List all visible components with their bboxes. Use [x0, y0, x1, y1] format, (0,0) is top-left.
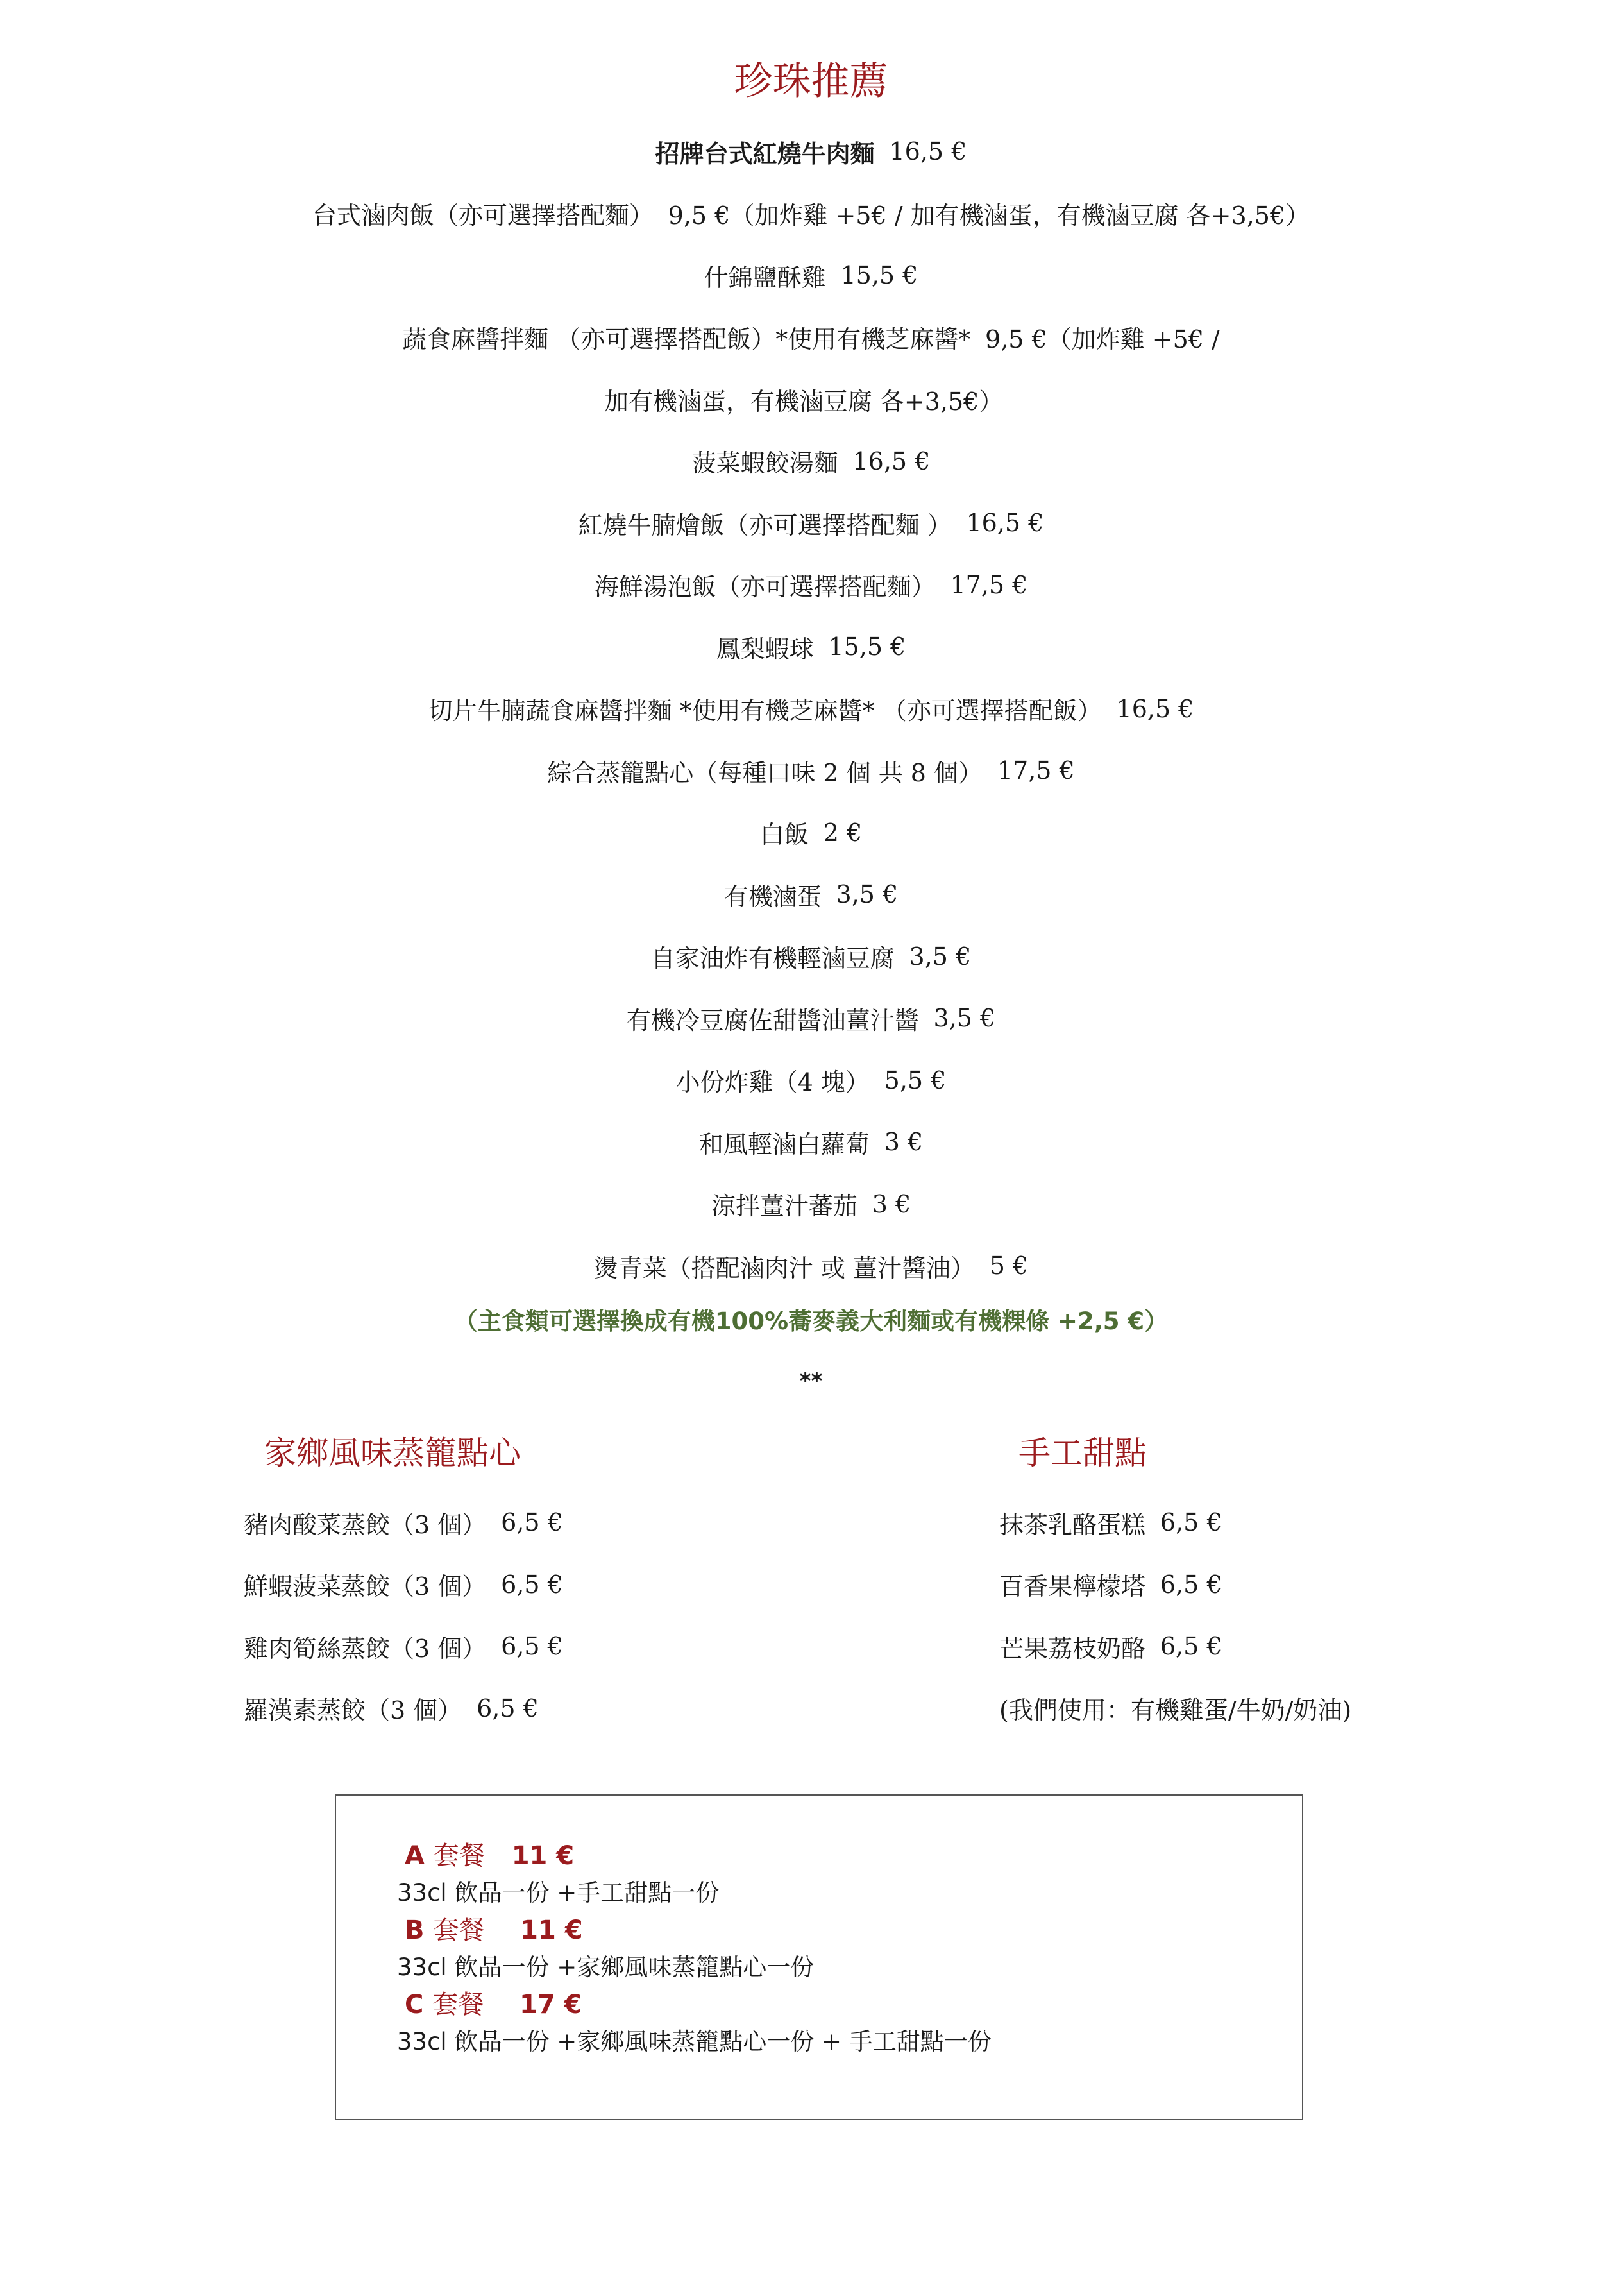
desserts-title: 手工甜點 — [1018, 1434, 1147, 1472]
menu-item-price: 5 € — [989, 1252, 1029, 1280]
dim-sum-item-name: 羅漢素蒸餃（3 個） — [244, 1696, 462, 1725]
menu-item-name: 鳳梨蝦球 — [716, 634, 814, 663]
menu-item-name: 加有機滷蛋，有機滷豆腐 各+3,5€） — [604, 387, 1004, 416]
menu-item — [0, 1235, 1622, 1297]
menu-item-price: 16,5 € — [1116, 694, 1194, 723]
menu-item — [0, 1173, 1622, 1236]
menu-item-price: 16,5 € — [966, 509, 1044, 538]
menu-item-price: 15,5 € — [840, 261, 918, 290]
menu-item-name: 和風輕滷白蘿蔔 — [698, 1130, 870, 1159]
dim-sum-item-price: 6,5 € — [477, 1694, 539, 1722]
menu-item-name: 海鮮湯泡飯（亦可選擇搭配麵） — [594, 573, 936, 602]
menu-item-price: 17,5 € — [997, 756, 1075, 785]
main-menu-list — [0, 121, 1622, 1297]
menu-item — [0, 926, 1622, 988]
menu-item-name: 有機滷蛋 — [723, 882, 822, 911]
menu-item — [0, 740, 1622, 802]
menu-item — [0, 616, 1622, 678]
menu-item — [0, 1050, 1622, 1112]
dessert-item-name: 百香果檸檬塔 — [999, 1572, 1146, 1601]
menu-item — [0, 554, 1622, 617]
menu-item-name: 台式滷肉飯（亦可選擇搭配麵） — [312, 201, 654, 230]
dessert-item-name: 芒果荔枝奶酪 — [999, 1634, 1146, 1663]
set-menu-box — [335, 1794, 1303, 2120]
set-price: 17 € — [520, 1990, 582, 2020]
set-letter: B — [405, 1916, 425, 1945]
menu-item-name: 切片牛腩蔬食麻醬拌麵 *使用有機芝麻醬* （亦可選擇搭配飯） — [428, 697, 1102, 726]
menu-item-name: 什錦鹽酥雞 — [704, 263, 826, 292]
menu-item-price: 9,5 €（加炸雞 +5€ / — [985, 325, 1220, 354]
menu-item-name: 涼拌薑汁蕃茄 — [711, 1192, 857, 1221]
menu-item-price: 17,5 € — [950, 570, 1028, 599]
menu-item — [0, 492, 1622, 554]
menu-item — [0, 121, 1622, 183]
dim-sum-list — [244, 1492, 563, 1739]
menu-item-price: 5,5 € — [884, 1066, 947, 1094]
menu-item-price: 3,5 € — [836, 880, 899, 909]
menu-item-name: 白飯 — [759, 821, 809, 849]
page-title: 珍珠推薦 — [734, 59, 888, 104]
menu-item-price: 3,5 € — [909, 942, 972, 971]
dessert-item — [999, 1615, 1366, 1678]
dessert-item-price: 6,5 € — [1160, 1632, 1222, 1661]
menu-item-name: 有機冷豆腐佐甜醬油薑汁醬 — [626, 1006, 919, 1035]
menu-item — [0, 863, 1622, 926]
menu-item-name: 小份炸雞（4 塊） — [675, 1068, 870, 1097]
set-name: 套餐 — [433, 1841, 485, 1871]
dessert-item — [999, 1678, 1366, 1740]
dessert-item-price: 6,5 € — [1160, 1508, 1222, 1537]
menu-item-price: 3 € — [884, 1128, 924, 1157]
menu-item-price: 16,5 € — [889, 137, 967, 166]
noodle-substitution-note: （主食類可選擇換成有機100%蕎麥義大利麵或有機粿條 +2,5 €） — [453, 1307, 1169, 1335]
menu-item-name: 自家油炸有機輕滷豆腐 — [650, 944, 895, 973]
dim-sum-item — [244, 1554, 563, 1616]
menu-item-name: 紅燒牛腩燴飯（亦可選擇搭配麵 ） — [578, 511, 952, 540]
menu-item-price: 3 € — [872, 1189, 911, 1218]
set-price: 11 € — [511, 1841, 575, 1871]
set-name: 套餐 — [432, 1990, 484, 2020]
set-menu-description: 33cl 飲品一份 +手工甜點一份 — [397, 1879, 720, 1907]
dim-sum-item-name: 豬肉酸菜蒸餃（3 個） — [244, 1510, 487, 1539]
set-menu-list — [397, 1837, 992, 2061]
dim-sum-item — [244, 1615, 563, 1678]
set-letter: C — [405, 1990, 424, 2020]
dessert-item-name: 抹茶乳酪蛋糕 — [999, 1510, 1146, 1539]
menu-item — [0, 183, 1622, 245]
menu-item-name: 招牌台式紅燒牛肉麵 — [655, 139, 875, 168]
dessert-item — [999, 1554, 1366, 1616]
set-menu-description: 33cl 飲品一份 +家鄉風味蒸籠點心一份 + 手工甜點一份 — [397, 2028, 992, 2055]
menu-item — [0, 430, 1622, 493]
dim-sum-item-price: 6,5 € — [501, 1570, 563, 1599]
set-letter: A — [405, 1841, 425, 1871]
dim-sum-item-name: 鮮蝦菠菜蒸餃（3 個） — [244, 1572, 487, 1601]
set-menu-title — [397, 1986, 992, 2023]
menu-item-name: 蔬食麻醬拌麵 （亦可選擇搭配飯）*使用有機芝麻醬* — [402, 325, 971, 354]
menu-item-name: 燙青菜（搭配滷肉汁 或 薑汁醬油） — [593, 1254, 975, 1282]
menu-item — [0, 987, 1622, 1050]
desserts-list — [999, 1492, 1366, 1739]
menu-item-price: 2 € — [823, 818, 863, 847]
menu-item — [0, 307, 1622, 369]
menu-item — [0, 368, 1622, 430]
menu-item — [0, 1111, 1622, 1173]
menu-item — [0, 244, 1622, 307]
set-menu-title — [397, 1837, 992, 1875]
dessert-item — [999, 1492, 1366, 1554]
dim-sum-item-name: 雞肉筍絲蒸餃（3 個） — [244, 1634, 487, 1663]
dim-sum-item-price: 6,5 € — [501, 1508, 563, 1537]
set-menu-description: 33cl 飲品一份 +家鄉風味蒸籠點心一份 — [397, 1953, 815, 1981]
menu-item-name: 綜合蒸籠點心（每種口味 2 個 共 8 個） — [547, 758, 983, 787]
dim-sum-item — [244, 1678, 563, 1740]
menu-item-price: 9,5 €（加炸雞 +5€ / 加有機滷蛋，有機滷豆腐 各+3,5€） — [668, 201, 1310, 230]
set-name: 套餐 — [433, 1916, 485, 1945]
menu-item-price: 3,5 € — [933, 1004, 996, 1033]
section-separator: ** — [799, 1368, 823, 1394]
menu-item — [0, 802, 1622, 864]
menu-item-price: 16,5 € — [852, 446, 931, 475]
dim-sum-item-price: 6,5 € — [501, 1632, 563, 1661]
dessert-item-price: 6,5 € — [1160, 1570, 1222, 1599]
menu-item — [0, 678, 1622, 740]
menu-item-name: 菠菜蝦餃湯麵 — [691, 449, 838, 478]
set-price: 11 € — [520, 1916, 583, 1945]
dim-sum-title: 家鄉風味蒸籠點心 — [264, 1434, 521, 1472]
dim-sum-item — [244, 1492, 563, 1554]
dessert-item-name: (我們使用：有機雞蛋/牛奶/奶油) — [999, 1696, 1352, 1725]
menu-item-price: 15,5 € — [828, 633, 906, 661]
set-menu-title — [397, 1912, 992, 1949]
